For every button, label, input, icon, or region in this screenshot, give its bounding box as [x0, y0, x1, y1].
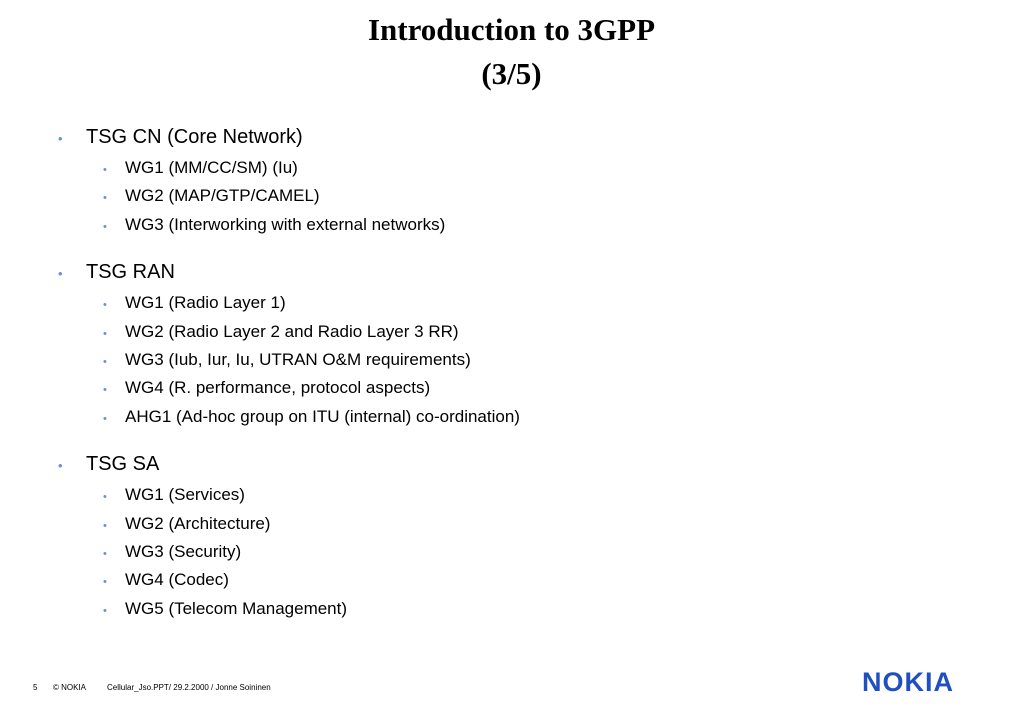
sub-list — [58, 289, 958, 431]
bullet-icon: • — [58, 458, 63, 474]
bullet-icon: • — [103, 192, 107, 205]
sub-list — [58, 481, 958, 623]
bullet-icon: • — [103, 164, 107, 176]
list-item — [103, 154, 958, 182]
file-info: Cellular_Jso.PPT/ 29.2.2000 / Jonne Soininen — [107, 683, 271, 692]
section-heading — [58, 257, 958, 287]
bullet-icon: • — [103, 220, 107, 233]
bullet-icon: • — [103, 412, 107, 425]
heading-text: TSG CN (Core Network) — [86, 126, 303, 148]
item-text: WG4 (Codec) — [125, 570, 229, 590]
bullet-icon: • — [58, 266, 63, 282]
bullet-icon: • — [103, 519, 107, 532]
section-tsg-ran — [58, 257, 958, 431]
bullet-content — [58, 122, 958, 641]
item-text: WG2 (Radio Layer 2 and Radio Layer 3 RR) — [125, 321, 459, 341]
item-text: WG1 (Services) — [125, 485, 245, 505]
list-item — [103, 182, 958, 210]
list-item — [103, 346, 958, 374]
sub-list — [58, 154, 958, 239]
section-tsg-cn — [58, 122, 958, 239]
item-text: WG2 (Architecture) — [125, 513, 271, 533]
nokia-logo: NOKIA — [862, 667, 954, 697]
bullet-icon: • — [103, 491, 107, 504]
item-text: WG1 (MM/CC/SM) (Iu) — [125, 158, 298, 177]
item-text: AHG1 (Ad-hoc group on ITU (internal) co-ordination) — [125, 406, 520, 426]
bullet-icon: • — [58, 131, 63, 146]
list-item — [103, 289, 958, 317]
bullet-icon: • — [103, 547, 107, 560]
item-text: WG5 (Telecom Management) — [125, 598, 348, 618]
item-text: WG3 (Interworking with external networks) — [125, 214, 446, 234]
item-text: WG4 (R. performance, protocol aspects) — [125, 378, 431, 398]
section-heading — [58, 449, 958, 479]
list-item — [103, 566, 958, 594]
list-item — [103, 538, 958, 566]
item-text: WG3 (Iub, Iur, Iu, UTRAN O&M requirements) — [125, 349, 471, 369]
list-item — [103, 211, 958, 239]
copyright-text: © NOKIA — [53, 683, 87, 692]
list-item — [103, 510, 958, 538]
slide-title — [0, 8, 1023, 96]
item-text: WG2 (MAP/GTP/CAMEL) — [125, 186, 320, 206]
title-line-1: Introduction to 3GPP — [367, 12, 656, 47]
bullet-icon: • — [103, 384, 107, 397]
list-item — [103, 595, 958, 623]
item-text: WG3 (Security) — [125, 541, 242, 561]
heading-text: TSG RAN — [86, 261, 175, 284]
bullet-icon: • — [103, 576, 107, 589]
bullet-icon: • — [103, 327, 107, 340]
list-item — [103, 318, 958, 346]
section-tsg-sa — [58, 449, 958, 623]
title-line-2: (3/5) — [481, 56, 542, 91]
list-item — [103, 403, 958, 431]
section-heading — [58, 122, 958, 152]
page-number: 5 — [33, 683, 38, 692]
bullet-icon: • — [103, 299, 107, 312]
bullet-icon: • — [103, 355, 107, 368]
slide-footer — [33, 683, 271, 692]
item-text: WG1 (Radio Layer 1) — [125, 293, 286, 313]
heading-text: TSG SA — [86, 453, 160, 476]
list-item — [103, 374, 958, 402]
bullet-icon: • — [103, 604, 107, 617]
list-item — [103, 481, 958, 509]
